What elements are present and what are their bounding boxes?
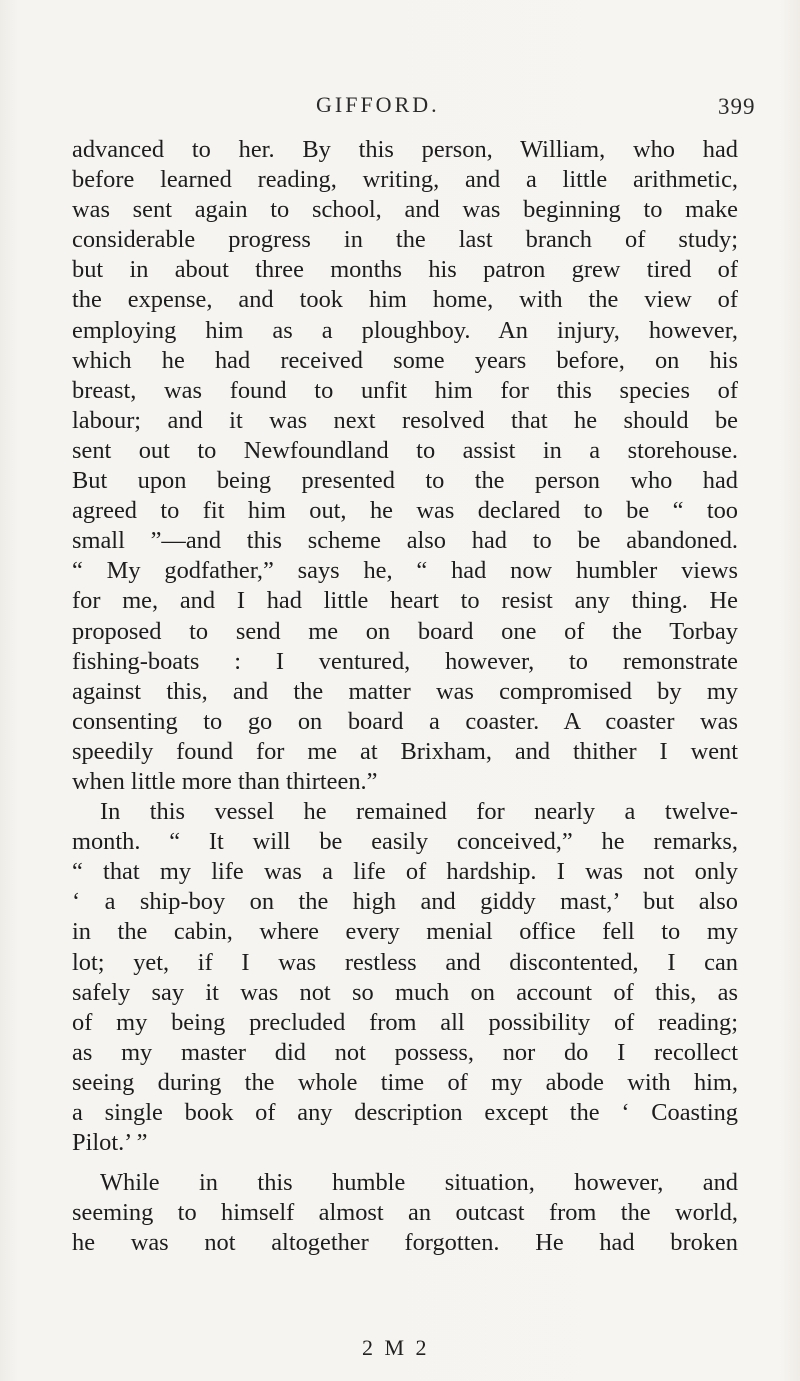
- text-line: which he had received some years before, on his: [72, 346, 738, 374]
- body-text: [72, 135, 738, 1258]
- text-line: for me, and I had little heart to resist any thing. He: [72, 587, 738, 615]
- text-line: fishing-boats : I ventured, however, to remonstrate: [72, 647, 738, 675]
- text-line: as my master did not possess, nor do I recollect: [72, 1038, 738, 1066]
- text-line: advanced to her. By this person, William, who had: [72, 136, 738, 163]
- text-line: lot; yet, if I was restless and discontented, I can: [72, 948, 738, 976]
- text-line: speedily found for me at Brixham, and thither I went: [72, 737, 738, 765]
- text-line: of my being precluded from all possibility of reading;: [72, 1008, 738, 1036]
- text-line: In this vessel he remained for nearly a twelve-: [100, 798, 738, 826]
- text-line: seeing during the whole time of my abode with him,: [72, 1068, 738, 1096]
- text-line: month. “ It will be easily conceived,” he remarks,: [72, 828, 738, 856]
- text-line: seeming to himself almost an outcast from the world,: [72, 1199, 738, 1227]
- text-line: before learned reading, writing, and a little arithmetic,: [72, 166, 738, 194]
- text-line: sent out to Newfoundland to assist in a storehouse.: [72, 436, 738, 464]
- text-line: proposed to send me on board one of the Torbay: [72, 617, 738, 645]
- signature-mark: 2 M 2: [362, 1335, 430, 1360]
- running-head: [0, 92, 800, 122]
- text-line: employing him as a ploughboy. An injury, however,: [72, 316, 738, 344]
- text-line: Pilot.’ ”: [72, 1129, 148, 1157]
- text-line: in the cabin, where every menial office fell to my: [72, 918, 738, 946]
- text-line: but in about three months his patron grew tired of: [72, 256, 738, 284]
- text-line: a single book of any description except the ‘ Coasting: [72, 1099, 738, 1126]
- text-line: breast, was found to unfit him for this species of: [72, 376, 738, 404]
- text-line: he was not altogether forgotten. He had broken: [72, 1229, 738, 1257]
- text-line: considerable progress in the last branch of study;: [72, 226, 738, 254]
- text-line: “ My godfather,” says he, “ had now humbler views: [72, 557, 738, 585]
- text-line: the expense, and took him home, with the view of: [72, 286, 738, 314]
- text-line: small ”—and this scheme also had to be abandoned.: [72, 527, 738, 555]
- text-line: While in this humble situation, however, and: [100, 1169, 738, 1197]
- text-line: when little more than thirteen.”: [72, 767, 378, 795]
- text-line: was sent again to school, and was beginning to make: [72, 196, 738, 224]
- text-line: safely say it was not so much on account of this, as: [72, 978, 738, 1006]
- page-number: 399: [718, 94, 756, 119]
- text-line: against this, and the matter was compromised by my: [72, 677, 738, 705]
- text-line: ‘ a ship-boy on the high and giddy mast,’ but also: [72, 888, 738, 916]
- text-line: agreed to fit him out, he was declared to be “ too: [72, 497, 738, 525]
- text-line: consenting to go on board a coaster. A coaster was: [72, 707, 738, 735]
- text-line: “ that my life was a life of hardship. I was not only: [72, 858, 738, 886]
- text-line: But upon being presented to the person who had: [72, 467, 738, 495]
- text-line: labour; and it was next resolved that he should be: [72, 406, 738, 434]
- running-title: GIFFORD.: [316, 92, 440, 117]
